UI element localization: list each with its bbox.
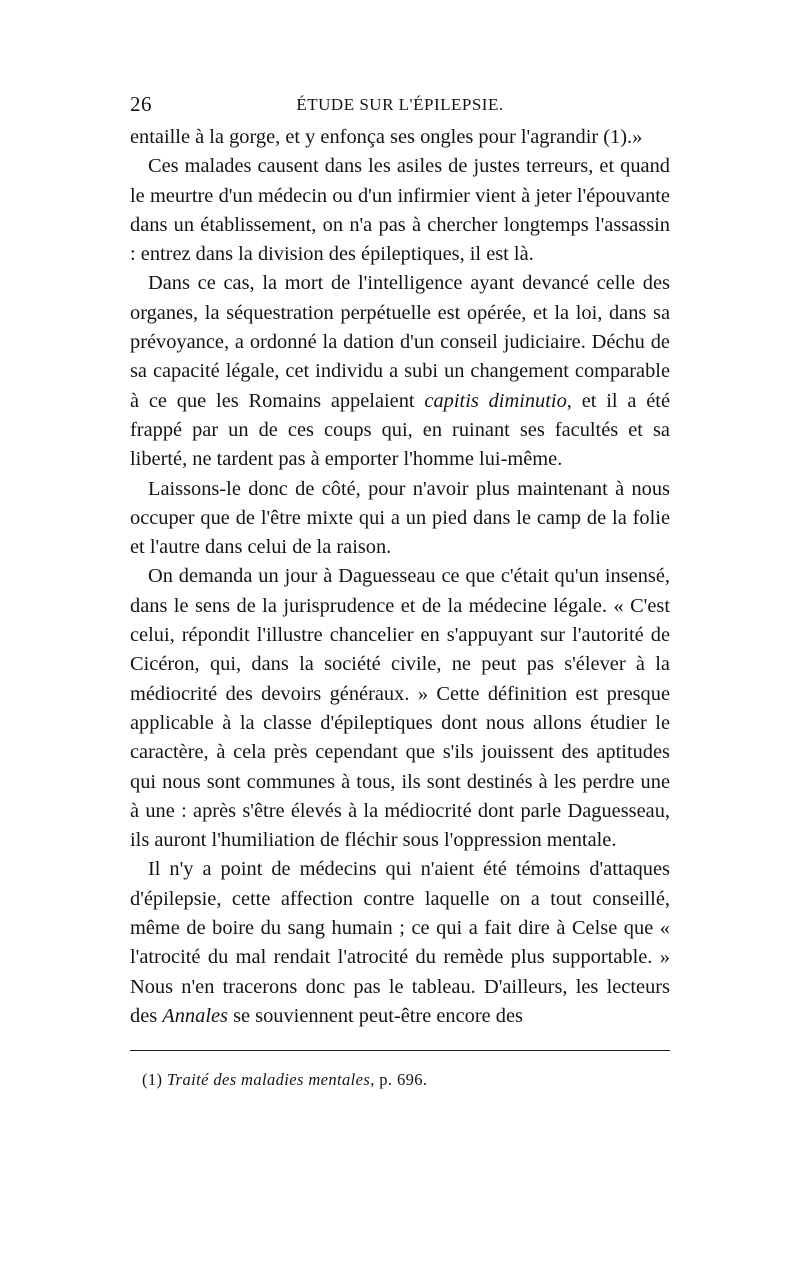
italic-term: Annales	[162, 1004, 228, 1027]
page-number: 26	[130, 92, 152, 116]
footnote	[130, 1070, 670, 1090]
footnote-marker: (1)	[142, 1070, 163, 1090]
text-run: , et il a été frappé par un de ces coups qui, en ruinant ses facultés et sa liberté, ne tardent pas à emporter l'homme lui-même.	[130, 389, 670, 471]
footnote-title: Traité des maladies mentales	[166, 1070, 371, 1090]
text-run: Laissons-le donc de côté, pour n'avoir plus maintenant à nous occuper que de l'être mixte qui a un pied dans le camp de la folie et l'autre dans celui de la raison.	[130, 477, 670, 559]
text-run: entaille à la gorge, et y enfonça ses ongles pour l'agrandir (1).»	[130, 126, 643, 148]
paragraph	[130, 562, 670, 855]
paragraph	[130, 855, 670, 1031]
text-run: Il n'y a point de médecins qui n'aient été témoins d'attaques d'épilepsie, cette affection contre laquelle on a tout conseillé, même de boire du sang humain ; ce qui a fait dire à Celse que « l'atrocité du mal rendait l'atrocité du remède plus supportable. » Nous n'en tracerons donc pas le tableau. D'ailleurs, les lecteurs des	[130, 858, 670, 1027]
footnote-rest: , p. 696.	[370, 1070, 428, 1090]
text-run: Dans ce cas, la mort de l'intelligence ayant devancé celle des organes, la séquestration perpétuelle est opérée, et la loi, dans sa prévoyance, a ordonné la dation d'un conseil judiciaire. Déchu de sa capacité légale, cet individu a subi un changement comparable à ce que les Romains appelaient	[130, 272, 670, 412]
paragraph	[130, 152, 670, 269]
text-run: On demanda un jour à Daguesseau ce que c'était qu'un insensé, dans le sens de la jurisprudence et de la médecine légale. « C'est celui, répondit l'illustre chancelier en s'appuyant sur l'autorité de Cicéron, qui, dans la société civile, ne peut pas s'élever à la médiocrité des devoirs généraux. » Cette définition est presque applicable à la classe d'épileptiques dont nous allons étudier le caractère, à cela près cependant que s'ils jouissent des aptitudes qui nous sont communes à tous, ils sont destinés à les perdre une à une : après s'être élevés à la médiocrité dont parle Daguesseau, ils auront l'humiliation de fléchir sous l'oppression mentale.	[130, 565, 670, 852]
text-run: se souviennent peut-être encore des	[227, 1004, 523, 1027]
paragraph	[130, 475, 670, 563]
running-title: ÉTUDE SUR L'ÉPILEPSIE.	[296, 95, 504, 114]
body-text	[130, 123, 670, 1031]
text-run: Ces malades causent dans les asiles de justes terreurs, et quand le meurtre d'un médecin ou d'un infirmier vient à jeter l'épouvante dans un établissement, on n'a pas à chercher longtemps l'assassin : entrez dans la division des épileptiques, il est là.	[130, 155, 670, 266]
page-header	[130, 92, 670, 122]
book-page	[130, 92, 670, 1090]
paragraph	[130, 123, 670, 152]
italic-term: capitis diminutio	[424, 389, 567, 412]
footnote-rule	[130, 1050, 670, 1051]
paragraph	[130, 269, 670, 474]
